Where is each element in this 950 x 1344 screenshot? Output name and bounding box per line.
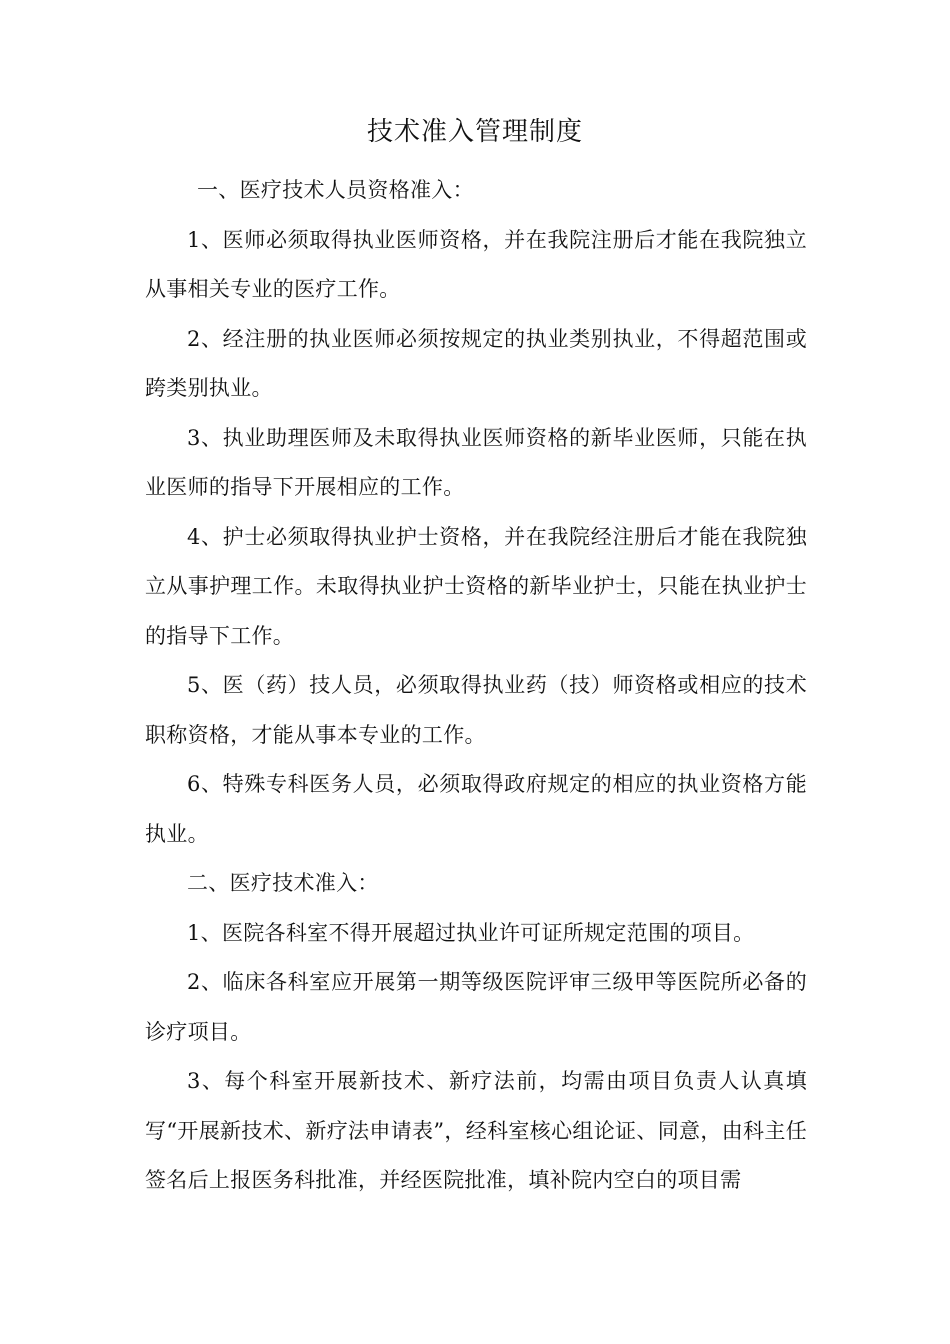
paragraph-item: 4、护士必须取得执业护士资格，并在我院经注册后才能在我院独立从事护理工作。未取得执业护士资格的新毕业护士，只能在执业护士的指导下工作。 (145, 524, 807, 648)
paragraph-item: 3、每个科室开展新技术、新疗法前，均需由项目负责人认真填写“开展新技术、新疗法申请表”，经科室核心组论证、同意，由科主任签名后上报医务科批准，并经医院批准，填补院内空白的项目需 (145, 1069, 807, 1192)
paragraph-item: 2、经注册的执业医师必须按规定的执业类别执业，不得超范围或跨类别执业。 (145, 326, 807, 400)
section-heading-personnel: 一、医疗技术人员资格准入： (197, 178, 474, 202)
section-heading-technology: 二、医疗技术准入： (187, 871, 379, 895)
paragraph-item: 6、特殊专科医务人员，必须取得政府规定的相应的执业资格方能执业。 (145, 772, 807, 846)
paragraph-item: 3、执业助理医师及未取得执业医师资格的新毕业医师，只能在执业医师的指导下开展相应的工作。 (145, 425, 807, 499)
paragraph-item: 1、医师必须取得执业医师资格，并在我院注册后才能在我院独立从事相关专业的医疗工作。 (145, 227, 807, 301)
document-title: 技术准入管理制度 (366, 117, 583, 147)
paragraph-item: 1、医院各科室不得开展超过执业许可证所规定范围的项目。 (187, 920, 755, 945)
paragraph-item: 2、临床各科室应开展第一期等级医院评审三级甲等医院所必备的诊疗项目。 (145, 970, 807, 1044)
document-body (145, 166, 807, 1206)
paragraph-item: 5、医（药）技人员，必须取得执业药（技）师资格或相应的技术职称资格，才能从事本专业的工作。 (145, 673, 807, 747)
